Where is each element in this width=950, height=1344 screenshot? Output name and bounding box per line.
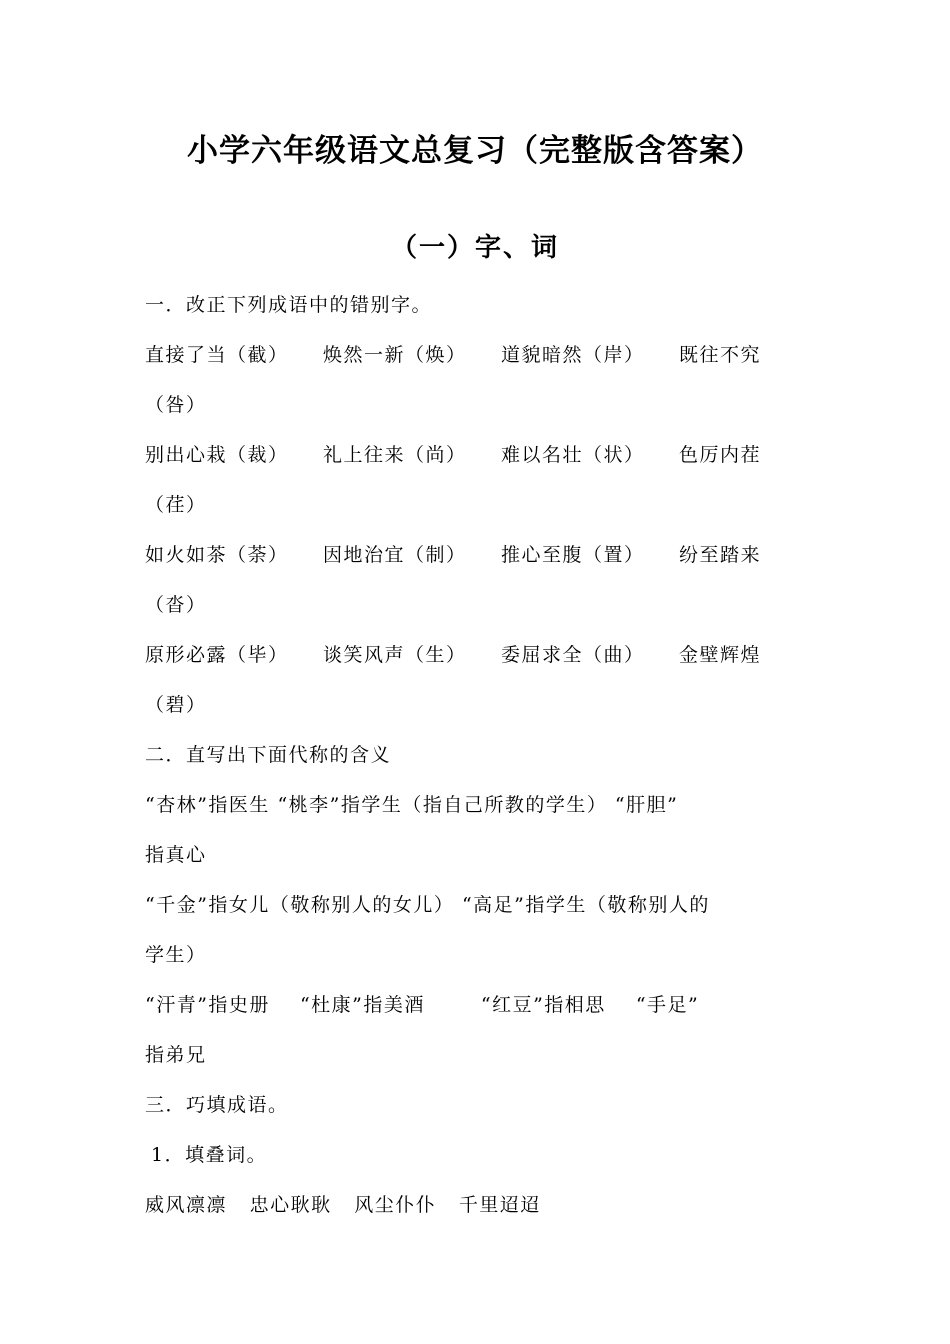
idiom-item: 谈笑风声（生） xyxy=(323,644,467,666)
idiom-item: 如火如茶（荼） xyxy=(145,544,289,566)
q2-line-1: “杏林”指医生 “桃李”指学生（指自己所教的学生） “肝胆” xyxy=(145,794,679,816)
q1-heading: 一．改正下列成语中的错别字。 xyxy=(145,294,433,316)
q1-row-3-wrap: （沓） xyxy=(145,594,207,616)
idiom-item: 既往不究 xyxy=(679,344,762,366)
alias-item: “杜康”指美酒 xyxy=(299,994,425,1016)
idiom-item: 道貌暗然（岸） xyxy=(501,344,645,366)
q2-line-1-wrap: 指真心 xyxy=(145,844,207,866)
alias-item: “红豆”指相思 xyxy=(480,994,606,1016)
idiom-item: 委屈求全（曲） xyxy=(501,644,645,666)
document-body xyxy=(145,280,815,1230)
q1-row-2 xyxy=(145,430,815,480)
q1-row-1-wrap: （咎） xyxy=(145,394,207,416)
idiom-item: 纷至踏来 xyxy=(679,544,762,566)
idiom-item: 金壁辉煌 xyxy=(679,644,762,666)
idiom-item: 直接了当（截） xyxy=(145,344,289,366)
idiom-item: 别出心栽（裁） xyxy=(145,444,289,466)
document-title: 小学六年级语文总复习（完整版含答案） xyxy=(187,133,763,169)
q2-line-2-wrap: 学生） xyxy=(145,944,207,966)
alias-item: “汗青”指史册 xyxy=(145,994,270,1016)
q2-line-2: “千金”指女儿（敬称别人的女儿） “高足”指学生（敬称别人的 xyxy=(145,894,710,916)
q3-heading: 三．巧填成语。 xyxy=(145,1094,289,1116)
q3-sub-1-line: 威风凛凛 忠心耿耿 风尘仆仆 千里迢迢 xyxy=(145,1194,541,1216)
q1-row-4-wrap: （碧） xyxy=(145,694,207,716)
idiom-item: 难以名壮（状） xyxy=(501,444,645,466)
alias-item: “手足” xyxy=(635,994,700,1016)
idiom-item: 原形必露（毕） xyxy=(145,644,289,666)
idiom-item: 礼上往来（尚） xyxy=(323,444,467,466)
q2-line-3-wrap: 指弟兄 xyxy=(145,1044,207,1066)
q3-sub-1: 1．填叠词。 xyxy=(151,1144,268,1166)
q2-heading: 二．直写出下面代称的含义 xyxy=(145,744,392,766)
section-title: （一）字、词 xyxy=(390,233,559,263)
idiom-item: 推心至腹（置） xyxy=(501,544,645,566)
q1-row-3 xyxy=(145,530,815,580)
idiom-item: 焕然一新（焕） xyxy=(323,344,467,366)
q2-line-3 xyxy=(145,980,815,1030)
q1-row-4 xyxy=(145,630,815,680)
idiom-item: 色厉内茬 xyxy=(679,444,762,466)
q1-row-1 xyxy=(145,330,815,380)
q1-row-2-wrap: （荏） xyxy=(145,494,207,516)
idiom-item: 因地治宜（制） xyxy=(323,544,467,566)
